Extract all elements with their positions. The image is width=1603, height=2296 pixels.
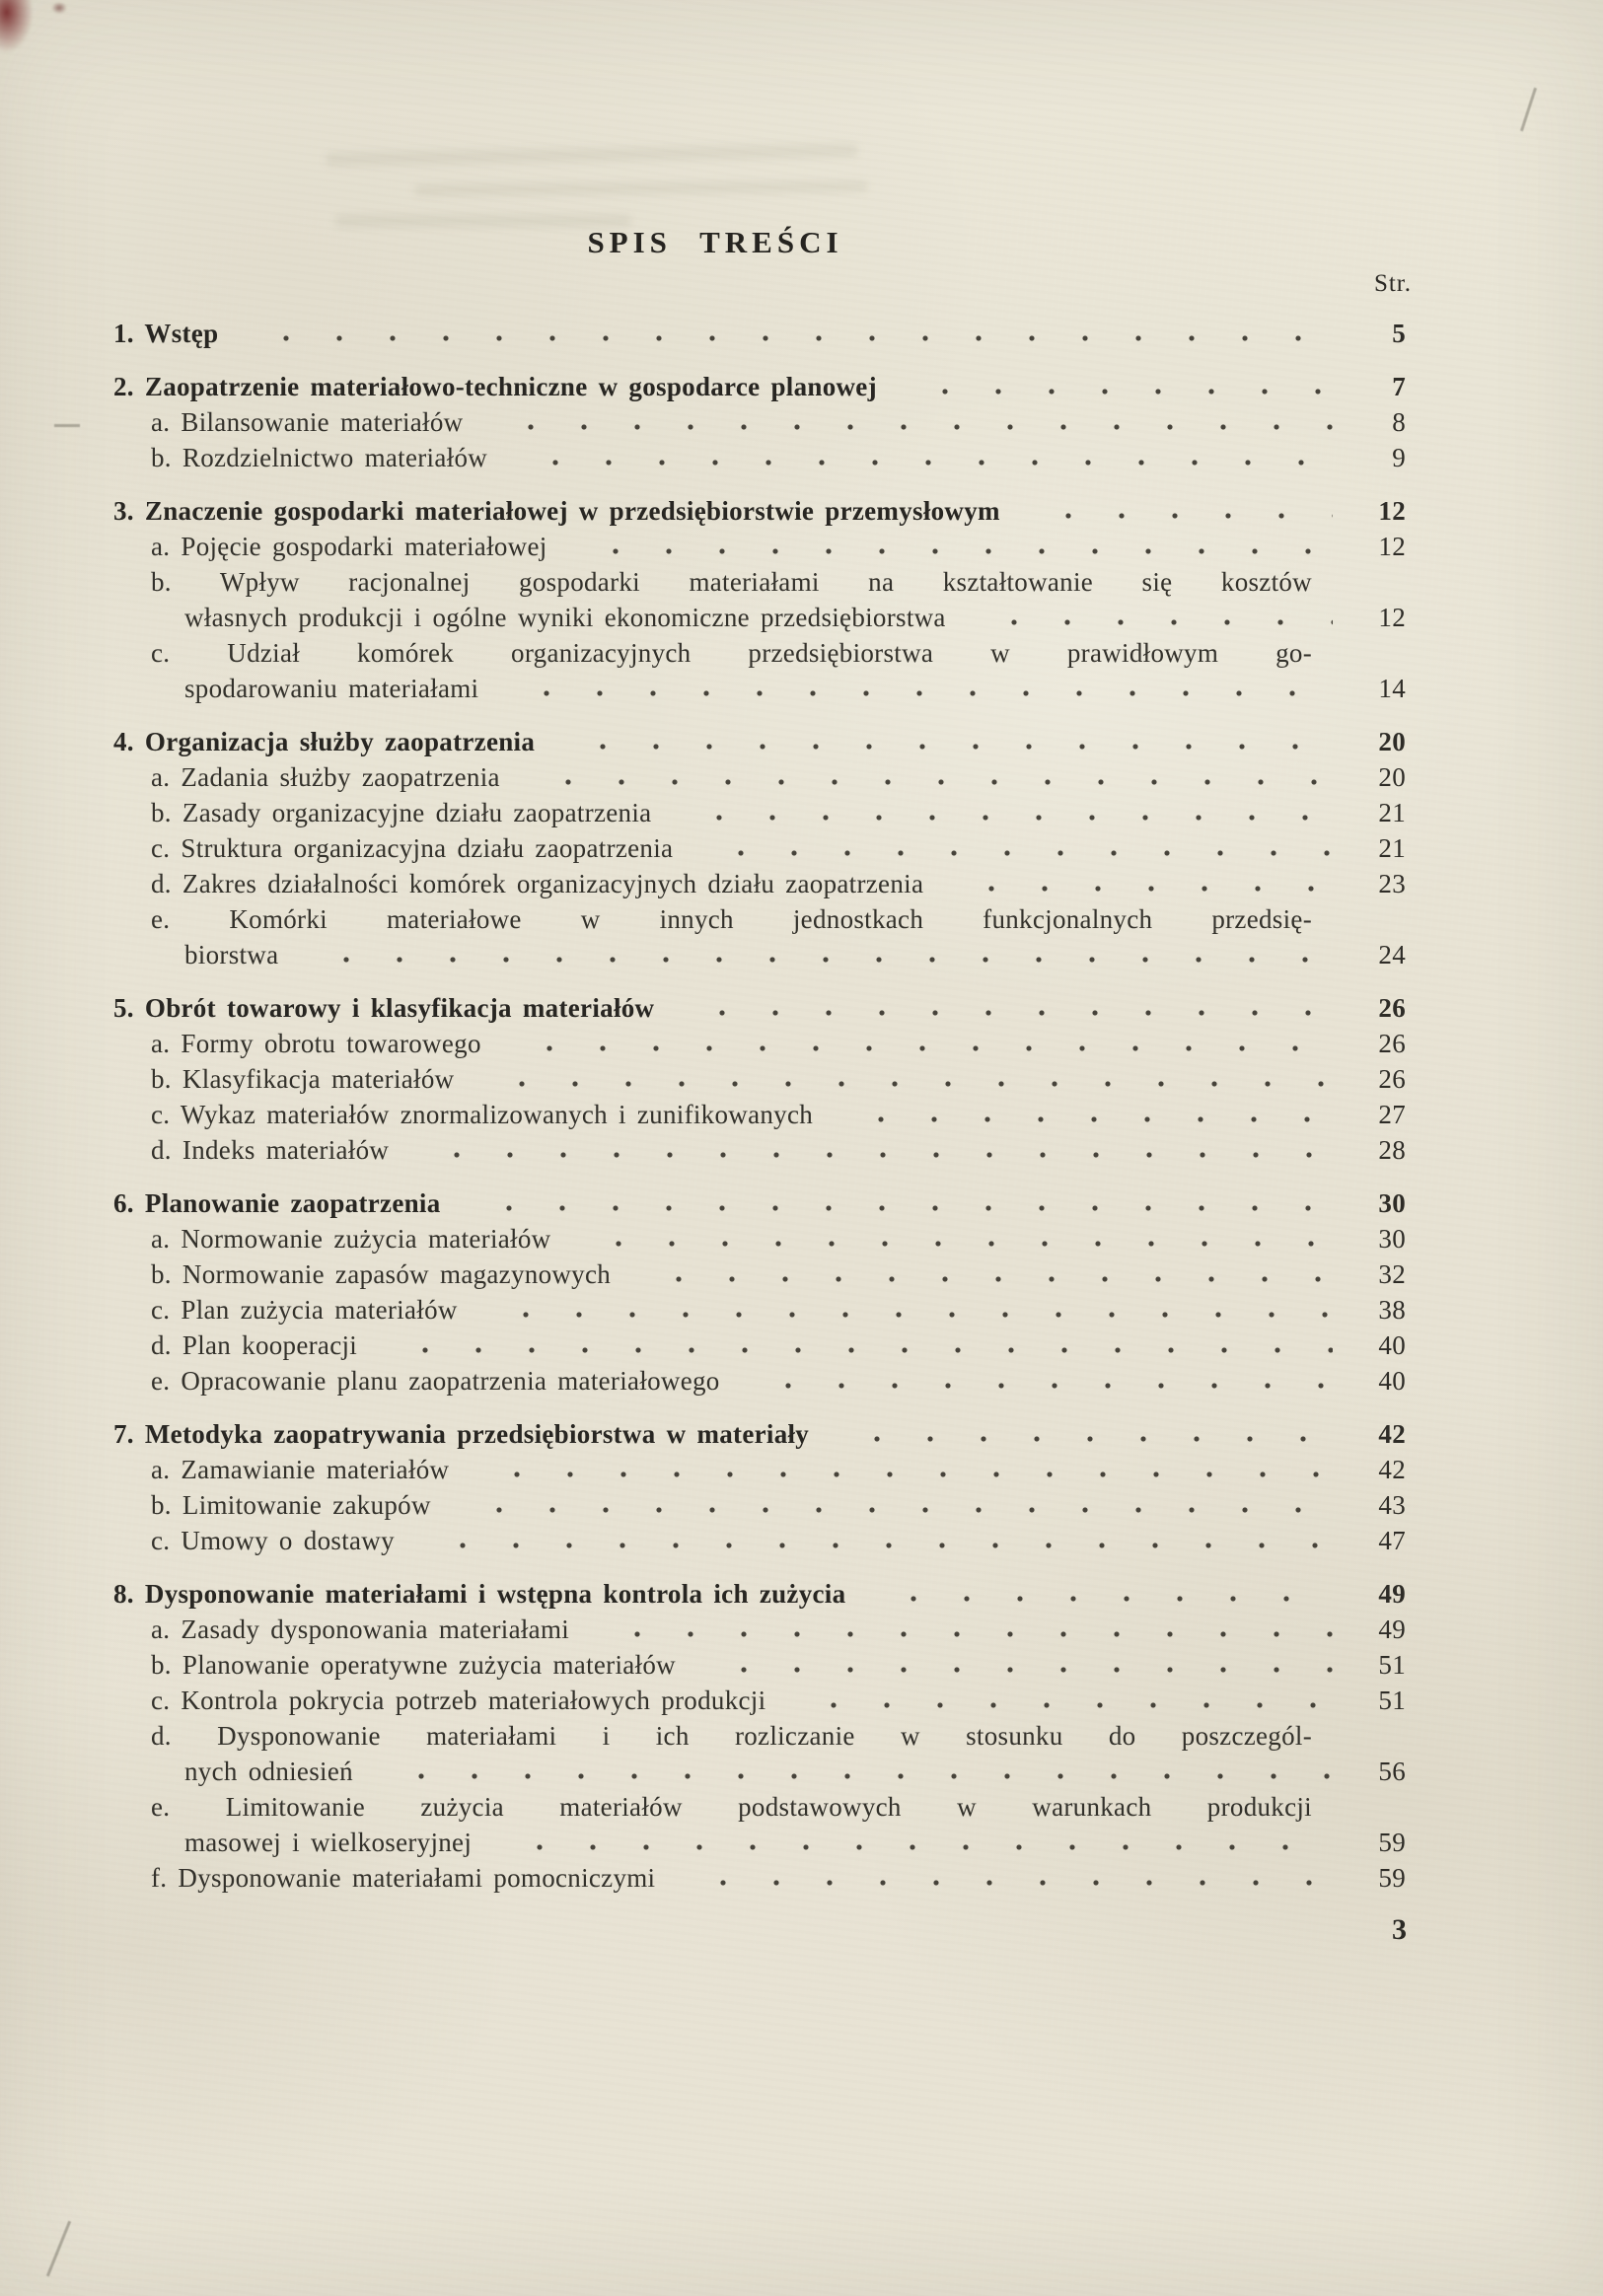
toc-entry-text: a. Zasady dysponowania materiałami bbox=[151, 1614, 570, 1644]
toc-entry bbox=[113, 866, 1406, 901]
ink-stain-corner bbox=[0, 0, 34, 53]
toc-entry bbox=[113, 830, 1406, 866]
toc-entry-text: 3. Znaczenie gospodarki materiałowej w przedsiębiorstwie przemysłowym bbox=[113, 496, 1000, 526]
toc-entry-text: c. Kontrola pokrycia potrzeb materiałowych produkcji bbox=[151, 1686, 766, 1715]
toc-entry bbox=[113, 1612, 1406, 1647]
toc-entry-text: f. Dysponowanie materiałami pomocniczymi bbox=[151, 1863, 656, 1893]
toc-page-number: 56 bbox=[1378, 1757, 1406, 1786]
dot-leader bbox=[671, 814, 1333, 822]
dot-leader bbox=[298, 956, 1333, 964]
toc-entry bbox=[113, 1132, 1406, 1168]
toc-entry-text: c. Udział komórek organizacyjnych przedsiębiorstwa w prawidłowym go- bbox=[151, 638, 1312, 668]
toc-entry bbox=[113, 1416, 1406, 1452]
toc-entry-text: b. Limitowanie zakupów bbox=[151, 1490, 431, 1520]
toc-page-number: 7 bbox=[1392, 372, 1406, 401]
dot-leader bbox=[408, 1151, 1333, 1159]
toc-entry-text: b. Klasyfikacja materiałów bbox=[151, 1064, 455, 1094]
toc-entry bbox=[113, 990, 1406, 1026]
toc-entry bbox=[113, 1221, 1406, 1256]
dot-leader bbox=[567, 547, 1333, 555]
dot-leader bbox=[238, 334, 1333, 342]
toc-entry bbox=[113, 1061, 1406, 1097]
toc-page-number: 38 bbox=[1378, 1295, 1406, 1325]
dot-leader bbox=[414, 1542, 1333, 1549]
dot-leader bbox=[377, 1346, 1333, 1354]
toc-entry-text: 8. Dysponowanie materiałami i wstępna kontrola ich zużycia bbox=[113, 1579, 846, 1609]
toc-page-number: 49 bbox=[1378, 1614, 1406, 1644]
toc-entry bbox=[113, 1185, 1406, 1221]
toc-entry bbox=[113, 1327, 1406, 1363]
dot-leader bbox=[695, 1666, 1333, 1674]
toc-entry-text: masowej i wielkoseryjnej bbox=[184, 1828, 473, 1857]
toc-entry bbox=[113, 564, 1406, 635]
toc-page-number: 12 bbox=[1378, 496, 1406, 526]
pencil-mark bbox=[54, 424, 80, 427]
toc-entry-text: c. Plan zużycia materiałów bbox=[151, 1295, 458, 1325]
toc-entry-text: b. Planowanie operatywne zużycia materiałów bbox=[151, 1650, 676, 1680]
toc-page-number: 20 bbox=[1378, 762, 1406, 792]
toc-page-number: 30 bbox=[1378, 1188, 1406, 1218]
toc-page-number: 42 bbox=[1378, 1419, 1406, 1449]
toc-page-number: 59 bbox=[1378, 1828, 1406, 1857]
dot-leader bbox=[554, 743, 1333, 751]
toc-page-number: 42 bbox=[1378, 1455, 1406, 1484]
toc-page-number: 43 bbox=[1378, 1490, 1406, 1520]
dot-leader bbox=[570, 1240, 1333, 1248]
dot-leader bbox=[474, 1080, 1333, 1088]
dot-leader bbox=[482, 423, 1333, 431]
toc-page-number: 40 bbox=[1378, 1330, 1406, 1360]
dot-leader bbox=[507, 459, 1333, 466]
dot-leader bbox=[501, 1044, 1333, 1052]
toc-entry bbox=[113, 493, 1406, 529]
pencil-mark bbox=[1520, 88, 1537, 132]
toc-entry bbox=[113, 1256, 1406, 1292]
toc-entry-text: c. Wykaz materiałów znormalizowanych i zunifikowanych bbox=[151, 1100, 814, 1129]
page-title: SPIS TREŚCI bbox=[587, 225, 843, 259]
toc-entry-text: a. Formy obrotu towarowego bbox=[151, 1029, 481, 1058]
dot-leader bbox=[966, 618, 1333, 626]
dot-leader bbox=[785, 1701, 1333, 1709]
toc-entry-text: spodarowaniu materiałami bbox=[184, 674, 479, 703]
toc-page-number: 9 bbox=[1392, 443, 1406, 472]
toc-page-number: 40 bbox=[1378, 1366, 1406, 1396]
dot-leader bbox=[469, 1471, 1333, 1478]
dot-leader bbox=[491, 1843, 1333, 1851]
toc-entry bbox=[113, 1718, 1406, 1789]
toc-entry bbox=[113, 724, 1406, 759]
toc-entry-text: nych odniesień bbox=[184, 1757, 353, 1786]
toc-page-number: 49 bbox=[1378, 1579, 1406, 1609]
dot-leader bbox=[675, 1879, 1333, 1887]
toc-entry-text: a. Bilansowanie materiałów bbox=[151, 407, 464, 437]
toc-entry-text: b. Normowanie zapasów magazynowych bbox=[151, 1259, 612, 1289]
dot-leader bbox=[897, 388, 1333, 395]
toc-page-number: 12 bbox=[1378, 603, 1406, 632]
toc-entry-text: d. Dysponowanie materiałami i ich rozliczanie w stosunku do poszczegól- bbox=[151, 1721, 1312, 1751]
toc-entry-text: e. Limitowanie zużycia materiałów podstawowych w warunkach produkcji bbox=[151, 1792, 1312, 1822]
toc-entry-text: a. Normowanie zużycia materiałów bbox=[151, 1224, 551, 1254]
toc-entry-text: a. Zamawianie materiałów bbox=[151, 1455, 450, 1484]
dot-leader bbox=[692, 849, 1333, 857]
toc-entry-text: własnych produkcji i ogólne wyniki ekonomiczne przedsiębiorstwa bbox=[184, 603, 946, 632]
toc-page-number: 51 bbox=[1378, 1686, 1406, 1715]
dot-leader bbox=[520, 778, 1333, 786]
dot-leader bbox=[451, 1506, 1333, 1514]
toc-entry bbox=[113, 529, 1406, 564]
toc-page-number: 32 bbox=[1378, 1259, 1406, 1289]
table-of-contents bbox=[113, 316, 1406, 1896]
toc-entry-text: e. Opracowanie planu zaopatrzenia materiałowego bbox=[151, 1366, 720, 1396]
toc-page-number: 5 bbox=[1392, 319, 1406, 348]
toc-entry bbox=[113, 404, 1406, 440]
page-column-header: Str. bbox=[1373, 270, 1412, 297]
toc-entry bbox=[113, 1860, 1406, 1896]
toc-entry-text: d. Plan kooperacji bbox=[151, 1330, 358, 1360]
toc-page-number: 51 bbox=[1378, 1650, 1406, 1680]
toc-entry bbox=[113, 1647, 1406, 1683]
dot-leader bbox=[833, 1115, 1333, 1123]
toc-entry bbox=[113, 901, 1406, 972]
toc-entry bbox=[113, 1683, 1406, 1718]
dot-leader bbox=[373, 1772, 1333, 1780]
dot-leader bbox=[740, 1382, 1333, 1390]
dot-leader bbox=[477, 1311, 1333, 1319]
toc-entry bbox=[113, 440, 1406, 475]
toc-entry bbox=[113, 369, 1406, 404]
toc-page-number: 20 bbox=[1378, 727, 1406, 756]
toc-page-number: 8 bbox=[1392, 407, 1406, 437]
toc-page-number: 59 bbox=[1378, 1863, 1406, 1893]
dot-leader bbox=[498, 689, 1333, 697]
dot-leader bbox=[1020, 512, 1333, 520]
toc-entry bbox=[113, 795, 1406, 830]
toc-page-number: 27 bbox=[1378, 1100, 1406, 1129]
toc-page-number: 30 bbox=[1378, 1224, 1406, 1254]
toc-entry-text: 5. Obrót towarowy i klasyfikacja materiałów bbox=[113, 993, 655, 1023]
toc-entry bbox=[113, 1363, 1406, 1399]
ink-speck bbox=[51, 2, 67, 14]
toc-entry bbox=[113, 1452, 1406, 1487]
toc-page-number: 14 bbox=[1378, 674, 1406, 703]
toc-page-number: 26 bbox=[1378, 993, 1406, 1023]
toc-page-number: 24 bbox=[1378, 940, 1406, 969]
toc-entry-text: 1. Wstęp bbox=[113, 319, 219, 348]
toc-entry-text: b. Rozdzielnictwo materiałów bbox=[151, 443, 488, 472]
dot-leader bbox=[630, 1275, 1333, 1283]
toc-entry bbox=[113, 1576, 1406, 1612]
toc-entry bbox=[113, 759, 1406, 795]
toc-page-number: 21 bbox=[1378, 798, 1406, 827]
toc-page-number: 26 bbox=[1378, 1029, 1406, 1058]
toc-page-number: 28 bbox=[1378, 1135, 1406, 1165]
toc-entry-text: 7. Metodyka zaopatrywania przedsiębiorstwa w materiały bbox=[113, 1419, 810, 1449]
toc-entry-text: 6. Planowanie zaopatrzenia bbox=[113, 1188, 441, 1218]
toc-entry bbox=[113, 1523, 1406, 1558]
toc-page-number: 26 bbox=[1378, 1064, 1406, 1094]
toc-entry bbox=[113, 635, 1406, 706]
toc-entry-text: biorstwa bbox=[184, 940, 279, 969]
dot-leader bbox=[461, 1204, 1333, 1212]
dot-leader bbox=[589, 1630, 1333, 1638]
toc-entry-text: d. Indeks materiałów bbox=[151, 1135, 390, 1165]
toc-entry bbox=[113, 316, 1406, 351]
toc-entry-text: a. Zadania służby zaopatrzenia bbox=[151, 762, 500, 792]
toc-entry-text: d. Zakres działalności komórek organizacyjnych działu zaopatrzenia bbox=[151, 869, 924, 898]
toc-page-number: 12 bbox=[1378, 532, 1406, 561]
toc-entry bbox=[113, 1097, 1406, 1132]
page-content bbox=[113, 0, 1412, 1896]
dot-leader bbox=[943, 885, 1333, 893]
dot-leader bbox=[865, 1595, 1333, 1603]
toc-page-number: 47 bbox=[1378, 1526, 1406, 1555]
toc-entry-text: 2. Zaopatrzenie materiałowo-techniczne w gospodarce planowej bbox=[113, 372, 877, 401]
dot-leader bbox=[829, 1435, 1333, 1443]
toc-entry bbox=[113, 1789, 1406, 1860]
toc-entry-text: b. Zasady organizacyjne działu zaopatrzenia bbox=[151, 798, 652, 827]
dot-leader bbox=[674, 1009, 1333, 1017]
toc-entry-text: c. Struktura organizacyjna działu zaopatrzenia bbox=[151, 833, 674, 863]
toc-page-number: 21 bbox=[1378, 833, 1406, 863]
toc-entry bbox=[113, 1026, 1406, 1061]
toc-entry bbox=[113, 1487, 1406, 1523]
toc-entry-text: 4. Organizacja służby zaopatrzenia bbox=[113, 727, 536, 756]
toc-entry-text: b. Wpływ racjonalnej gospodarki materiałami na kształtowanie się kosztów bbox=[151, 567, 1312, 597]
toc-page-number: 23 bbox=[1378, 869, 1406, 898]
toc-entry-text: c. Umowy o dostawy bbox=[151, 1526, 395, 1555]
toc-entry-text: e. Komórki materiałowe w innych jednostkach funkcjonalnych przedsię- bbox=[151, 904, 1312, 934]
page-number: 3 bbox=[1392, 1913, 1407, 1946]
toc-entry-text: a. Pojęcie gospodarki materiałowej bbox=[151, 532, 547, 561]
toc-entry bbox=[113, 1292, 1406, 1327]
pencil-mark bbox=[46, 2221, 71, 2277]
